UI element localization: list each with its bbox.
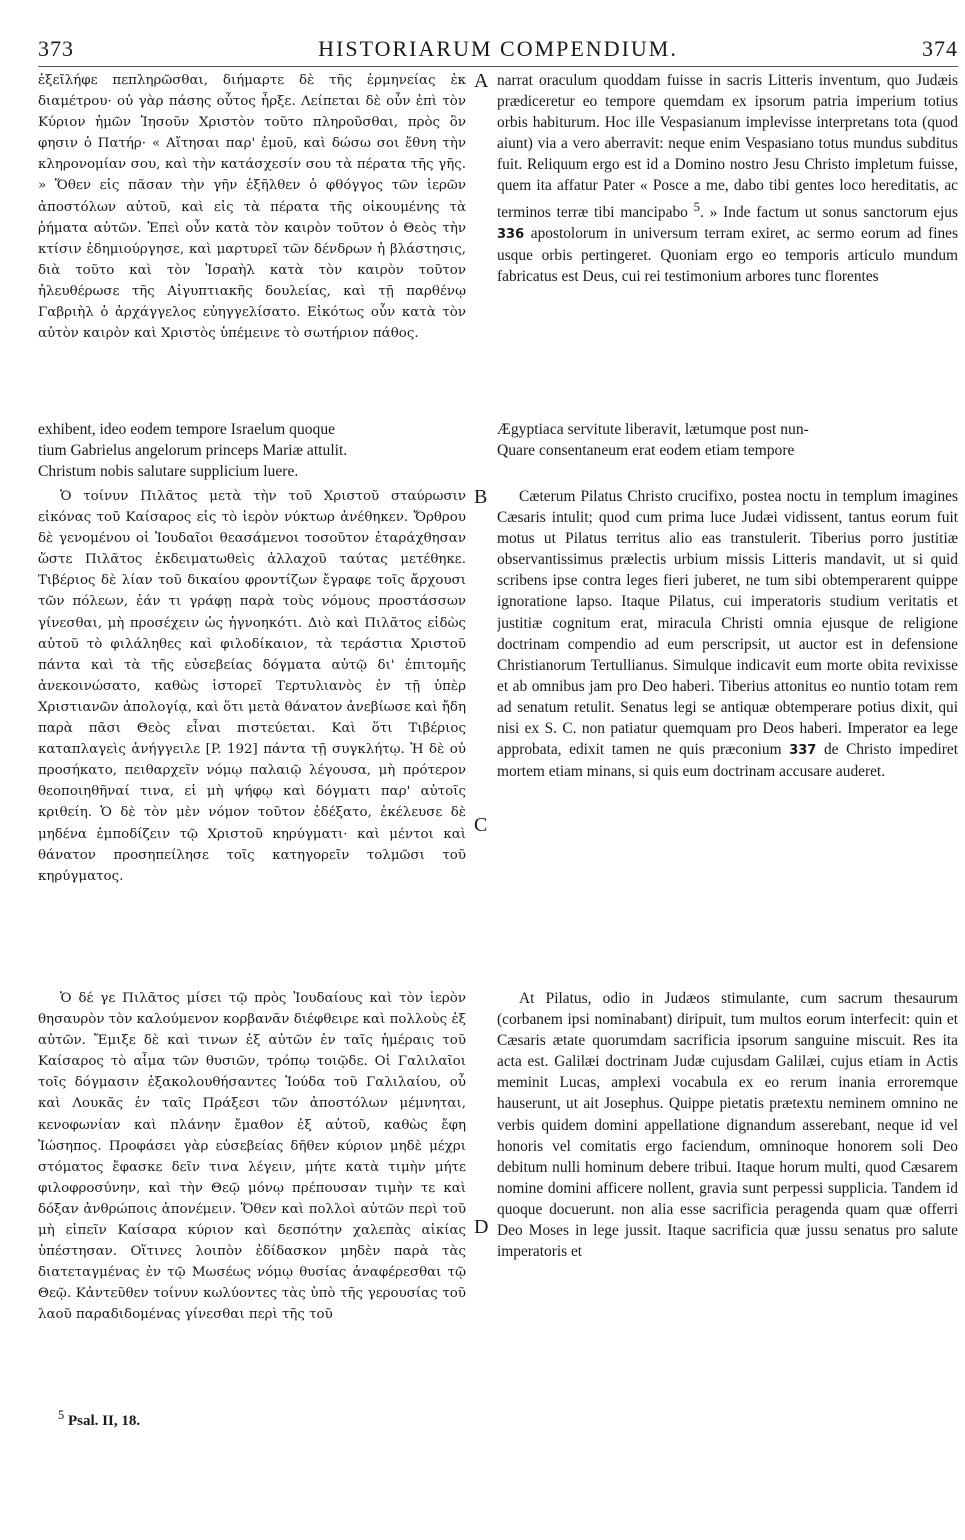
running-title: HISTORIARUM COMPENDIUM. [318, 36, 678, 61]
latin-text-d: At Pilatus, odio in Judæos stimulante, cum sacrum thesaurum (corbanem ipsi nominabant) diripuit, tum multos eorum interfecit: quin et Cæsaris ætate quorumdam sacrificia ipsorum sanguine miscuit. Res ita acta est. Galilæi doctrinam Judæ cujusdam Galilæi, cujus etiam in Actis meminit Lucas, amplexi vocabula ex eo rerum inania erroremque hauserunt, ut ait Josephus. Quippe pietatis prætextu neminem omnino ne verbis quidem domini appellatione dignandum asserebant, neque id vel honoris vel comitatis ergo faciendum, omninoque honorem soli Deo debitum nulli hominum debere tribui. Itaque horum multi, quod Cæsarem nomine domini afficere nollent, gravia sunt perpessi supplicia. Tandem id quoque docuerunt. non alia esse sacrificia peragenda quam quæ offerri Deo Moses in lege jussit. Itaque sacrificia quæ jussu senatus pro salute imperatoris et [497, 990, 958, 1261]
section-letter-a: A [474, 70, 489, 92]
latin-full-line-3 [38, 461, 958, 482]
latin-text-b-part2: de Christo impediret mortem etiam minans, si quis eum doctrinam accusare auderet. [497, 741, 958, 781]
latin-text-a-part1: narrat oraculum quoddam fuisse in sacris Litteris inventum, quo Judæis prædiceretur eo tempore quemdam ex ipsorum patria imperium totius orbis habiturum. Hoc ille Vespasianum implevisse interpretans tota (quod aiunt) via a vero aberravit: neque enim Vespasiano totus mundus subditus fuit. Reliquum ergo est id a Domino nostro Jesu Christo impletum fuisse, quem ita affatur Pater « Posce a me, dabo tibi gentes loco hereditatis, ac terminos terræ tibi mancipabo [497, 72, 958, 221]
section-letter-d: D [474, 1216, 489, 1238]
page-number-left: 373 [38, 36, 74, 61]
footnote [58, 1408, 140, 1430]
section-letter-b: B [474, 486, 488, 508]
latin-text-b-part1: Cæterum Pilatus Christo crucifixo, postea noctu in templum imagines Cæsaris intulit; quod cum prima luce Judæi vidissent, tantus eorum fuit motus ut Pilatus territus alio eas transtulerit. Tiberius porro justitiæ observantissimus prælectis urbium missis Litteris mandavit, ut si quid scribens ipse contra leges fieri juberet, ne tum sibi obtemperarent quippe ignoratione lapso. Itaque Pilatus, cui imperatoris studium veritatis et justitiæ cognitum erat, miracula Christi omnia ejusque de religione doctrinam compendio ad eum perscripsit, ut auctor est in defensione Christianorum Tertullianus. Simulque indicavit eum morte obita revixisse et ab omnibus jam pro Deo haberi. Tiberius attonitus eo nuntio totam rem ad senatum retulit. Senatus legi se antiquæ obtemperare potius dixit, qui nisi ex S. C. non patiatur quemquam pro Deos haberi. Imperator ea lege approbata, edixit tamen ne quis præconium [497, 488, 958, 759]
latin-text-a [497, 70, 958, 287]
greek-column-b [38, 486, 466, 980]
page-number-right: 374 [922, 36, 958, 61]
greek-column-a [38, 70, 466, 416]
latin-full-line-1a: exhibent, ideo eodem tempore Israelum quoque [38, 421, 336, 438]
greek-text-b: Ὁ τοίνυν Πιλᾶτος μετὰ τὴν τοῦ Χριστοῦ σταύρωσιν εἰκόνας τοῦ Καίσαρος εἰς τὸ ἱερὸν νύκτωρ ἀνέθηκεν. Ὄρθρου δὲ γενομένου οἱ Ἰουδαῖοι θεασάμενοι τοσοῦτον ἐταράχθησαν ὥστε Πιλᾶτος ἐκδειματωθεὶς ἀλλαχοῦ ταύτας μετέθηκε. Τιβέριος δὲ λίαν τοῦ δικαίου φροντίζων ἔγραφε τοῖς ἄρχουσι τῶν πόλεων, ἐάν τι γράφῃ παρὰ τοὺς νόμους προστάσσων γίνεσθαι, μὴ προσέχειν ὡς ἠγνοηκότι. Διὸ καὶ Πιλᾶτος εἰδὼς αὐτοῦ τὸ φιλάληθες καὶ φιλοδίκαιον, τὰ τεράστια Χριστοῦ πάντα καὶ τὰ τῆς εὐσεβείας δόγματα αὐτῷ δι' ἐπιτομῆς ἀνεκοινώσατο, καθὼς ἱστορεῖ Τερτυλιανὸς ἐν τῇ ὑπὲρ Χριστιανῶν ἀπολογίᾳ, καὶ ὅτι μετὰ θάνατον ἀνεβίωσε καὶ ἤδη παρὰ πᾶσι Θεὸς εἶναι πιστεύεται. Καὶ ὅτι Τιβέριος καταπλαγεὶς ἀνήγγειλε [P. 192] πάντα τῇ συγκλήτῳ. Ἡ δὲ οὐ προσήκατο, πειθαρχεῖν νόμῳ παλαιῷ λέγουσα, μὴ πρότερον θεοποιηθῆναί τινα, εἰ μὴ ψήφῳ καὶ δόγματι παρ' αὐτοῖς κριθείη. Ὁ δὲ τὸν μὲν νόμον τοῦτον ἐδέξατο, ἐκέλευσε δὲ μηδένα ἐμποδίζειν τῷ Χριστοῦ κηρύγματι· καὶ μέντοι καὶ θάνατον προσηπείλησε τοῖς κατηγορεῖν τολμῶσι τοῦ κηρύγματος. [38, 489, 466, 884]
footnote-mark: 5 [58, 1408, 65, 1422]
column-number-337: 337 [789, 743, 817, 759]
latin-full-line-3-text: Christum nobis salutare supplicium luere. [38, 463, 299, 480]
latin-text-b [497, 486, 958, 782]
section-letter-c: C [474, 814, 488, 836]
greek-text-a: ἐξεῖλήφε πεπληρῶσθαι, διήμαρτε δὲ τῆς ἑρμηνείας ἐκ διαμέτρου· οὐ γὰρ πάσης οὗτος ἦρξε. Λείπεται δὲ οὖν ἐπὶ τὸν Κύριον ἡμῶν Ἰησοῦν Χριστὸν τοῦτο πληροῦσθαι, πρὸς ὃν φησιν ὁ Πατήρ· « Αἴτησαι παρ' ἐμοῦ, καὶ δώσω σοι ἔθνη τὴν κληρονομίαν σου, καὶ τὴν κατάσχεσίν σου τὰ πέρατα τῆς γῆς. » Ὅθεν εἰς πᾶσαν τὴν γῆν ἐξῆλθεν ὁ φθόγγος τῶν ἱερῶν ἀποστόλων αὐτοῦ, καὶ εἰς τὰ πέρατα τῆς οἰκουμένης τὰ ῥήματα αὐτῶν. Ἐπεὶ οὖν κατὰ τὸν καιρὸν τοῦτον ὁ Θεὸς τὴν κτίσιν ἐδημιούργησε, καὶ μαρτυρεῖ τῶν δένδρων ἡ βλάστησις, διὰ τοῦτο καὶ τὸν Ἰσραὴλ κατὰ τὸν καιρὸν τοῦτον ἠλευθέρωσε τῆς Αἰγυπτιακῆς δουλείας, καὶ τῇ παρθένῳ Γαβριὴλ ὁ ἀρχάγγελος εὐηγγελίσατο. Εἰκότως οὖν κατὰ τὸν αὐτὸν καιρὸν καὶ Χριστὸς ὑπέμεινε τὸ σωτήριον πάθος. [38, 73, 466, 342]
running-header [38, 36, 958, 66]
greek-column-d [38, 988, 466, 1393]
column-number-336: 336 [497, 226, 525, 242]
footnote-text: Psal. II, 18. [68, 1413, 141, 1429]
latin-full-line-2b: Quare consentaneum erat eodem etiam tempore [497, 442, 795, 459]
latin-column-d [497, 988, 958, 1393]
latin-full-line-1b: Ægyptiaca servitute liberavit, lætumque post nun- [497, 421, 809, 438]
latin-column-b [497, 486, 958, 980]
latin-text-a-part3: apostolorum in universum terram exiret, ac sermo eorum ad fines usque orbis pertingeret. Quoniam ergo eo temporis articulo mundum fabricatus est Deus, cui rei testimonium arbores tunc florentes [497, 224, 958, 285]
footnote-reference: 5 [693, 199, 701, 214]
greek-text-d: Ὁ δέ γε Πιλᾶτος μίσει τῷ πρὸς Ἰουδαίους καὶ τὸν ἱερὸν θησαυρὸν τὸν καλούμενον κορβανᾶν διέφθειρε καὶ πολλοὺς ἐξ αὐτῶν. Ἔμιξε δὲ καὶ τινων ἐξ αὐτῶν ἐν ταῖς ἡμέραις τοῦ Καίσαρος τὸ αἷμα τῶν θυσιῶν, τρόπῳ τοιῷδε. Οἱ Γαλιλαῖοι τοῖς δόγμασιν ἐξακολουθήσαντες Ἰούδα τοῦ Γαλιλαίου, οὗ καὶ Λουκᾶς ἐν ταῖς Πράξεσι τῶν ἀποστόλων μέμνηται, κενοφωνίαν καὶ πλάνην ἔμαθον ἐξ αὐτοῦ, καθὼς ἔφη Ἰώσηπος. Προφάσει γὰρ εὐσεβείας δῆθεν κύριον μηδὲ μέχρι στόματος ἔφασκε δεῖν τινα λέγειν, μήτε κατὰ τιμὴν μήτε φιλοφροσύνην, καὶ τὴν Θεῷ μόνῳ πρέπουσαν τιμὴν τε καὶ δόξαν ἀνθρώποις ἀπονέμειν. Ὅθεν καὶ πολλοὶ αὐτῶν περὶ τοῦ μὴ εἰπεῖν Καίσαρα κύριον καὶ δεσπότην χαλεπὰς αἰκίας ὑπέστησαν. Οἵτινες λοιπὸν ἐδίδασκον μηδὲν παρὰ τὰς διατεταγμένας ἐν τῷ Μωσέως νόμῳ θυσίας ἀναφέρεσθαι τῷ Θεῷ. Κἀντεῦθεν τοίνυν κωλύοντες τὰς ὑπὸ τῆς γερουσίας τοῦ λαοῦ παραδιδομένας γίνεσθαι περὶ τῆς τοῦ [38, 991, 466, 1323]
latin-column-a [497, 70, 958, 416]
header-rule [38, 66, 958, 67]
latin-text-a-part2: . » Inde factum ut sonus sanctorum ejus [700, 203, 958, 221]
latin-full-line-2a: tium Gabrielus angelorum princeps Mariæ attulit. [38, 442, 348, 459]
